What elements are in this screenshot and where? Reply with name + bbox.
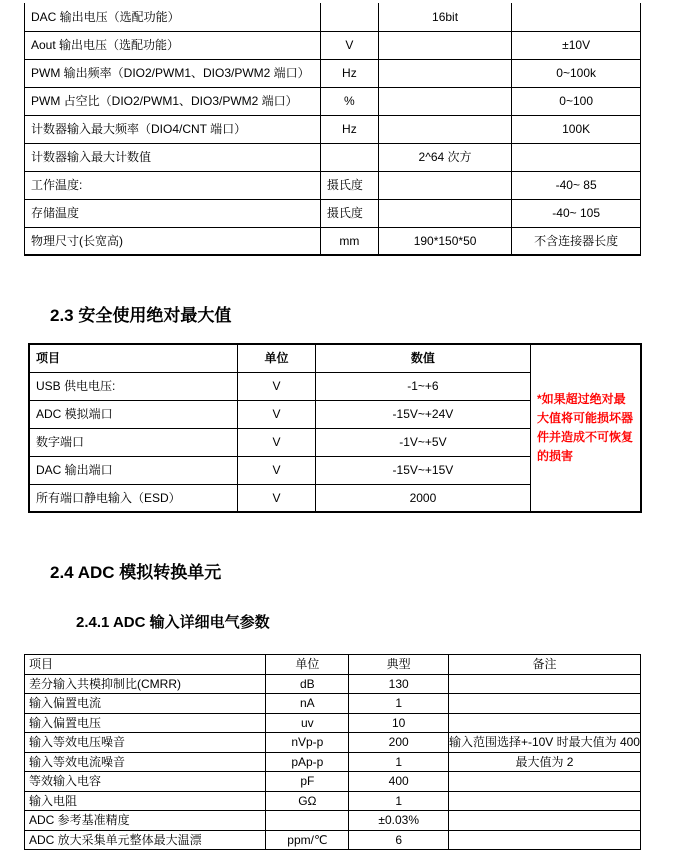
max-cell: 100K <box>512 115 641 143</box>
unit-cell: GΩ <box>266 791 349 811</box>
unit-cell: pF <box>266 772 349 792</box>
note-cell <box>448 830 640 850</box>
unit-cell: pAp-p <box>266 752 349 772</box>
table-row <box>25 31 641 59</box>
typical-cell: 1 <box>349 791 449 811</box>
note-cell <box>448 772 640 792</box>
typical-cell <box>378 87 511 115</box>
item-cell: 差分输入共模抑制比(CMRR) <box>25 674 266 694</box>
table-row <box>25 115 641 143</box>
item-cell: Aout 输出电压（选配功能） <box>25 31 321 59</box>
table-row <box>25 674 641 694</box>
typical-cell <box>378 59 511 87</box>
typical-cell: 190*150*50 <box>378 227 511 255</box>
note-cell <box>448 713 640 733</box>
unit-cell: V <box>238 456 316 484</box>
table-row <box>25 791 641 811</box>
typical-cell: 6 <box>349 830 449 850</box>
item-cell: 数字端口 <box>29 428 238 456</box>
value-cell: -15V~+24V <box>315 400 530 428</box>
unit-cell: mm <box>320 227 378 255</box>
max-cell: -40~ 105 <box>512 199 641 227</box>
unit-cell: V <box>238 484 316 512</box>
unit-cell: V <box>320 31 378 59</box>
max-cell: 0~100 <box>512 87 641 115</box>
table-row <box>25 171 641 199</box>
max-cell: 0~100k <box>512 59 641 87</box>
unit-cell: V <box>238 400 316 428</box>
typical-cell <box>378 199 511 227</box>
unit-cell <box>320 143 378 171</box>
item-cell: USB 供电电压: <box>29 372 238 400</box>
unit-cell: nVp-p <box>266 733 349 753</box>
absolute-max-table <box>28 343 642 513</box>
item-cell: 输入偏置电流 <box>25 694 266 714</box>
value-cell: -1~+6 <box>315 372 530 400</box>
max-cell <box>512 3 641 31</box>
item-cell: 等效输入电容 <box>25 772 266 792</box>
item-cell: 物理尺寸(长宽高) <box>25 227 321 255</box>
section-2-3-heading: 2.3 安全使用绝对最大值 <box>50 306 232 325</box>
unit-cell <box>320 3 378 31</box>
typical-cell: 1 <box>349 694 449 714</box>
typical-cell <box>378 31 511 59</box>
item-cell: 计数器输入最大计数值 <box>25 143 321 171</box>
max-cell: -40~ 85 <box>512 171 641 199</box>
unit-cell: dB <box>266 674 349 694</box>
item-cell: DAC 输出端口 <box>29 456 238 484</box>
note-cell <box>448 811 640 831</box>
unit-cell: % <box>320 87 378 115</box>
unit-cell: nA <box>266 694 349 714</box>
header-item: 项目 <box>29 344 238 372</box>
header-unit: 单位 <box>266 655 349 675</box>
max-cell <box>512 143 641 171</box>
typical-cell: 1 <box>349 752 449 772</box>
typical-cell: ±0.03% <box>349 811 449 831</box>
item-cell: DAC 输出电压（选配功能） <box>25 3 321 31</box>
unit-cell <box>266 811 349 831</box>
typical-cell <box>378 171 511 199</box>
table-row <box>25 811 641 831</box>
table-row <box>25 772 641 792</box>
unit-cell: ppm/℃ <box>266 830 349 850</box>
spec-table <box>24 3 641 256</box>
typical-cell: 200 <box>349 733 449 753</box>
item-cell: 工作温度: <box>25 171 321 199</box>
table-row <box>25 227 641 255</box>
typical-cell: 2^64 次方 <box>378 143 511 171</box>
warning-note: *如果超过绝对最大值将可能损坏器件并造成不可恢复的损害 <box>530 344 641 512</box>
typical-cell: 130 <box>349 674 449 694</box>
item-cell: ADC 放大采集单元整体最大温漂 <box>25 830 266 850</box>
item-cell: ADC 模拟端口 <box>29 400 238 428</box>
section-2-4-1-heading: 2.4.1 ADC 输入详细电气参数 <box>76 614 270 631</box>
note-cell <box>448 791 640 811</box>
adc-parameters-table <box>24 654 641 850</box>
header-note: 备注 <box>448 655 640 675</box>
typical-cell: 400 <box>349 772 449 792</box>
note-cell: 输入范围选择+-10V 时最大值为 400 <box>448 733 640 753</box>
item-cell: 存储温度 <box>25 199 321 227</box>
item-cell: PWM 占空比（DIO2/PWM1、DIO3/PWM2 端口） <box>25 87 321 115</box>
absolute-max-table-body <box>29 344 641 512</box>
header-item: 项目 <box>25 655 266 675</box>
table-row <box>25 713 641 733</box>
table-header-row <box>29 344 641 372</box>
header-value: 数值 <box>315 344 530 372</box>
note-cell <box>448 674 640 694</box>
item-cell: 输入偏置电压 <box>25 713 266 733</box>
max-cell: 不含连接器长度 <box>512 227 641 255</box>
value-cell: -1V~+5V <box>315 428 530 456</box>
unit-cell: Hz <box>320 115 378 143</box>
table-header-row <box>25 655 641 675</box>
item-cell: PWM 输出频率（DIO2/PWM1、DIO3/PWM2 端口） <box>25 59 321 87</box>
unit-cell: Hz <box>320 59 378 87</box>
unit-cell: V <box>238 428 316 456</box>
table-row <box>25 87 641 115</box>
unit-cell: 摄氏度 <box>320 199 378 227</box>
note-cell: 最大值为 2 <box>448 752 640 772</box>
item-cell: ADC 参考基准精度 <box>25 811 266 831</box>
item-cell: 计数器输入最大频率（DIO4/CNT 端口） <box>25 115 321 143</box>
table-row <box>25 3 641 31</box>
unit-cell: V <box>238 372 316 400</box>
header-unit: 单位 <box>238 344 316 372</box>
table-row <box>25 830 641 850</box>
item-cell: 所有端口静电输入（ESD） <box>29 484 238 512</box>
table-row <box>25 733 641 753</box>
item-cell: 输入等效电流噪音 <box>25 752 266 772</box>
unit-cell: 摄氏度 <box>320 171 378 199</box>
table-row <box>25 143 641 171</box>
section-2-4-heading: 2.4 ADC 模拟转换单元 <box>50 563 222 582</box>
item-cell: 输入电阻 <box>25 791 266 811</box>
note-cell <box>448 694 640 714</box>
table-row <box>25 694 641 714</box>
typical-cell: 16bit <box>378 3 511 31</box>
table-row <box>25 752 641 772</box>
spec-table-body <box>25 3 641 255</box>
typical-cell <box>378 115 511 143</box>
max-cell: ±10V <box>512 31 641 59</box>
item-cell: 输入等效电压噪音 <box>25 733 266 753</box>
header-typical: 典型 <box>349 655 449 675</box>
unit-cell: uv <box>266 713 349 733</box>
table-row <box>25 59 641 87</box>
value-cell: -15V~+15V <box>315 456 530 484</box>
adc-parameters-table-body <box>25 655 641 850</box>
value-cell: 2000 <box>315 484 530 512</box>
typical-cell: 10 <box>349 713 449 733</box>
table-row <box>25 199 641 227</box>
